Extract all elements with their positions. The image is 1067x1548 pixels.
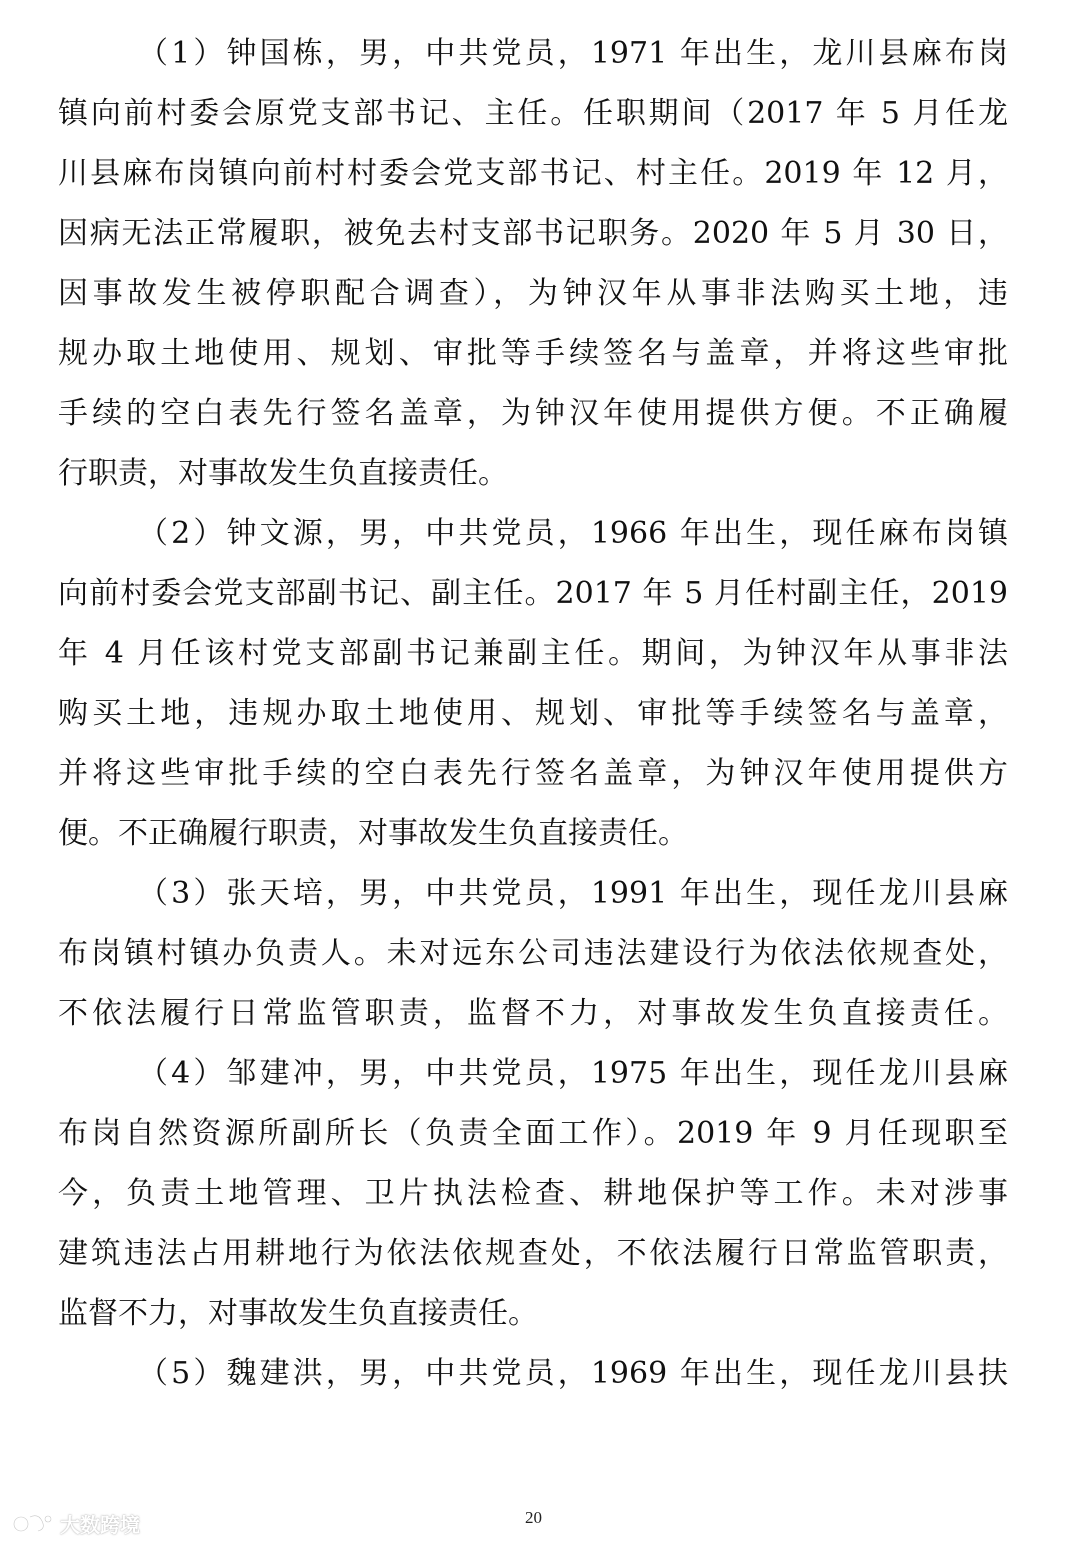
paragraph-4-line-3: 今，负责土地管理、卫片执法检查、耕地保护等工作。未对涉事 [58,1176,1008,1211]
paragraph-1-line-6: 规办取土地使用、规划、审批等手续签名与盖章，并将这些审批 [58,336,1008,371]
paragraph-5-line-1: （5）魏建洪，男，中共党员，1969 年出生，现任龙川县扶 [138,1356,1008,1391]
paragraph-3-line-3: 不依法履行日常监管职责，监督不力，对事故发生负直接责任。 [58,996,1008,1031]
paragraph-1-line-4: 因病无法正常履职，被免去村支部书记职务。2020 年 5 月 30 日， [58,216,1008,251]
paragraph-2-line-4: 购买土地，违规办取土地使用、规划、审批等手续签名与盖章， [58,696,1008,731]
paragraph-4-line-2: 布岗自然资源所副所长（负责全面工作）。2019 年 9 月任现职至 [58,1116,1008,1151]
paragraph-2-line-3: 年 4 月任该村党支部副书记兼副主任。期间，为钟汉年从事非法 [58,636,1008,671]
page-number: 20 [525,1508,542,1527]
paragraph-2-line-1: （2）钟文源，男，中共党员，1966 年出生，现任麻布岗镇 [138,516,1008,551]
paragraph-4-line-5: 监督不力，对事故发生负直接责任。 [58,1296,538,1331]
paragraph-1-line-8: 行职责，对事故发生负直接责任。 [58,456,508,491]
paragraph-3-line-2: 布岗镇村镇办负责人。未对远东公司违法建设行为依法依规查处， [58,936,1008,971]
paragraph-1-line-3: 川县麻布岗镇向前村村委会党支部书记、村主任。2019 年 12 月， [58,156,1008,191]
watermark-text: 大数跨境 [60,1512,140,1537]
paragraph-1-line-1: （1）钟国栋，男，中共党员，1971 年出生，龙川县麻布岗 [138,36,1008,71]
paragraph-2-line-5: 并将这些审批手续的空白表先行签名盖章，为钟汉年使用提供方 [58,756,1008,791]
paragraph-1-line-5: 因事故发生被停职配合调查），为钟汉年从事非法购买土地，违 [58,276,1008,311]
paragraph-2-line-2: 向前村委会党支部副书记、副主任。2017 年 5 月任村副主任，2019 [58,576,1008,611]
paragraph-4-line-1: （4）邹建冲，男，中共党员，1975 年出生，现任龙川县麻 [138,1056,1008,1091]
paragraph-2-line-6: 便。不正确履行职责，对事故发生负直接责任。 [58,816,688,851]
paragraph-3-line-1: （3）张天培，男，中共党员，1991 年出生，现任龙川县麻 [138,876,1008,911]
paragraph-4-line-4: 建筑违法占用耕地行为依法依规查处，不依法履行日常监管职责， [58,1236,1008,1271]
paragraph-1-line-7: 手续的空白表先行签名盖章，为钟汉年使用提供方便。不正确履 [58,396,1008,431]
paragraph-1-line-2: 镇向前村委会原党支部书记、主任。任职期间（2017 年 5 月任龙 [58,96,1008,131]
